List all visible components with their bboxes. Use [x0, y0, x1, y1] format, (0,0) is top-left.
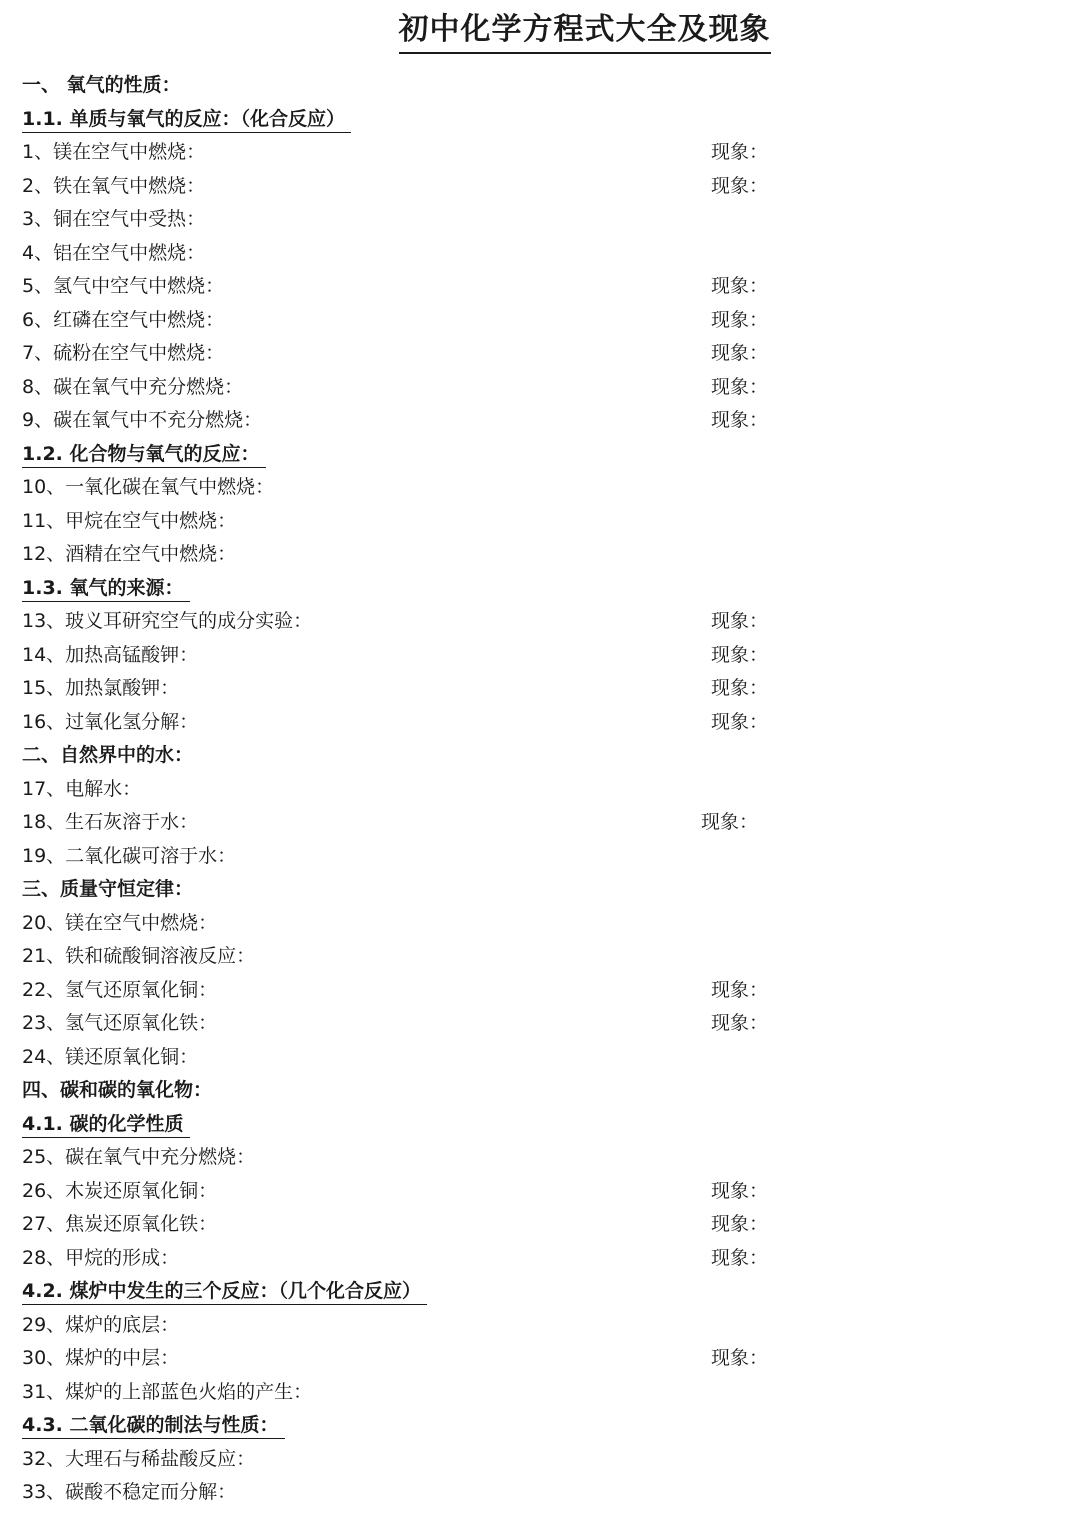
line-text: 18、生石灰溶于水： — [22, 811, 199, 833]
line-text: 16、过氧化氢分解： — [22, 710, 199, 733]
line-text: 1.1. 单质与氧气的反应：（化合反应） — [22, 106, 351, 133]
line-text: 27、焦炭还原氧化铁： — [22, 1213, 218, 1235]
line-text: 25、碳在氧气中充分燃烧： — [22, 1146, 256, 1168]
line-text: 22、氢气还原氧化铜： — [22, 978, 218, 1001]
line-text: 4.3. 二氧化碳的制法与性质： — [22, 1412, 285, 1439]
line-text: 4、铝在空气中燃烧： — [22, 241, 206, 264]
equation-item — [22, 807, 198, 837]
subsection-heading — [22, 1109, 190, 1139]
phenomenon-label: 现象： — [711, 1347, 769, 1369]
line-text: 19、二氧化碳可溶于水： — [22, 844, 237, 867]
line-text: 一、 氧气的性质： — [22, 74, 181, 96]
line-text: 9、碳在氧气中不充分燃烧： — [22, 409, 263, 431]
equation-item — [22, 338, 224, 368]
line-text: 30、煤炉的中层： — [22, 1347, 180, 1369]
line-text: 三、质量守恒定律： — [22, 878, 194, 900]
equation-item — [22, 1310, 179, 1340]
section-heading — [22, 874, 193, 904]
line-text: 5、氢气中空气中燃烧： — [22, 275, 225, 297]
line-text: 8、碳在氧气中充分燃烧： — [22, 375, 244, 398]
phenomenon-label: 现象： — [711, 174, 769, 197]
equation-item — [22, 137, 205, 167]
phenomenon-label: 现象： — [711, 978, 769, 1001]
line-text: 13、玻义耳研究空气的成分实验： — [22, 610, 313, 632]
phenomenon-label: 现象： — [711, 710, 769, 733]
line-text: 14、加热高锰酸钾： — [22, 643, 199, 666]
equation-item — [22, 305, 224, 335]
equation-item — [22, 1042, 198, 1072]
line-text: 32、大理石与稀盐酸反应： — [22, 1447, 256, 1470]
equation-item — [22, 238, 205, 268]
line-text: 四、碳和碳的氧化物： — [22, 1079, 213, 1101]
line-text: 26、木炭还原氧化铜： — [22, 1179, 218, 1202]
equation-item — [22, 204, 205, 234]
phenomenon-label: 现象： — [711, 141, 769, 163]
subsection-heading — [22, 439, 266, 469]
phenomenon-label: 现象： — [701, 811, 759, 833]
line-text: 1、镁在空气中燃烧： — [22, 141, 206, 163]
subsection-heading — [22, 573, 190, 603]
line-text: 7、硫粉在空气中燃烧： — [22, 342, 225, 364]
line-text: 33、碳酸不稳定而分解： — [22, 1481, 237, 1503]
equation-item — [22, 271, 224, 301]
phenomenon-label: 现象： — [711, 308, 769, 331]
line-text: 2、铁在氧气中燃烧： — [22, 174, 206, 197]
equation-item — [22, 941, 255, 971]
document-title — [0, 10, 1066, 54]
document-title-text: 初中化学方程式大全及现象 — [399, 10, 771, 54]
equation-item — [22, 774, 141, 804]
line-text: 29、煤炉的底层： — [22, 1313, 180, 1336]
phenomenon-label: 现象： — [711, 275, 769, 297]
equation-item — [22, 1209, 217, 1239]
equation-item — [22, 1444, 255, 1474]
phenomenon-label: 现象： — [711, 409, 769, 431]
equation-item — [22, 606, 312, 636]
equation-item — [22, 673, 179, 703]
equation-item — [22, 506, 236, 536]
equation-item — [22, 1176, 217, 1206]
phenomenon-label: 现象： — [711, 610, 769, 632]
line-text: 1.2. 化合物与氧气的反应： — [22, 441, 266, 468]
phenomenon-label: 现象： — [711, 677, 769, 699]
equation-item — [22, 640, 198, 670]
equation-item — [22, 1477, 236, 1507]
line-text: 4.2. 煤炉中发生的三个反应：（几个化合反应） — [22, 1278, 427, 1305]
equation-item — [22, 1243, 179, 1273]
phenomenon-label: 现象： — [711, 643, 769, 666]
equation-item — [22, 908, 217, 938]
section-heading — [22, 740, 193, 770]
subsection-heading — [22, 104, 351, 134]
line-text: 6、红磷在空气中燃烧： — [22, 308, 225, 331]
phenomenon-label: 现象： — [711, 342, 769, 364]
line-text: 4.1. 碳的化学性质 — [22, 1111, 190, 1138]
equation-item — [22, 1008, 217, 1038]
equation-item — [22, 975, 217, 1005]
section-heading — [22, 1075, 212, 1105]
subsection-heading — [22, 1276, 427, 1306]
line-text: 28、甲烷的形成： — [22, 1246, 180, 1269]
equation-item — [22, 472, 274, 502]
equation-item — [22, 1142, 255, 1172]
equation-item — [22, 1343, 179, 1373]
line-text: 11、甲烷在空气中燃烧： — [22, 509, 237, 532]
line-text: 17、电解水： — [22, 777, 142, 800]
phenomenon-label: 现象： — [711, 1012, 769, 1034]
line-text: 24、镁还原氧化铜： — [22, 1045, 199, 1068]
section-heading — [22, 70, 181, 100]
line-text: 3、铜在空气中受热： — [22, 208, 206, 230]
line-text: 10、一氧化碳在氧气中燃烧： — [22, 476, 275, 498]
line-text: 1.3. 氧气的来源： — [22, 575, 190, 602]
equation-item — [22, 171, 205, 201]
equation-item — [22, 841, 236, 871]
line-text: 21、铁和硫酸铜溶液反应： — [22, 945, 256, 967]
line-text: 12、酒精在空气中燃烧： — [22, 543, 237, 565]
line-text: 二、自然界中的水： — [22, 744, 194, 766]
line-text: 15、加热氯酸钾： — [22, 677, 180, 699]
line-text: 23、氢气还原氧化铁： — [22, 1012, 218, 1034]
phenomenon-label: 现象： — [711, 1179, 769, 1202]
line-text: 31、煤炉的上部蓝色火焰的产生： — [22, 1380, 313, 1403]
equation-item — [22, 539, 236, 569]
equation-item — [22, 405, 262, 435]
equation-item — [22, 707, 198, 737]
phenomenon-label: 现象： — [711, 1246, 769, 1269]
subsection-heading — [22, 1410, 285, 1440]
equation-item — [22, 1377, 312, 1407]
phenomenon-label: 现象： — [711, 375, 769, 398]
line-text: 20、镁在空气中燃烧： — [22, 911, 218, 934]
phenomenon-label: 现象： — [711, 1213, 769, 1235]
equation-item — [22, 372, 243, 402]
